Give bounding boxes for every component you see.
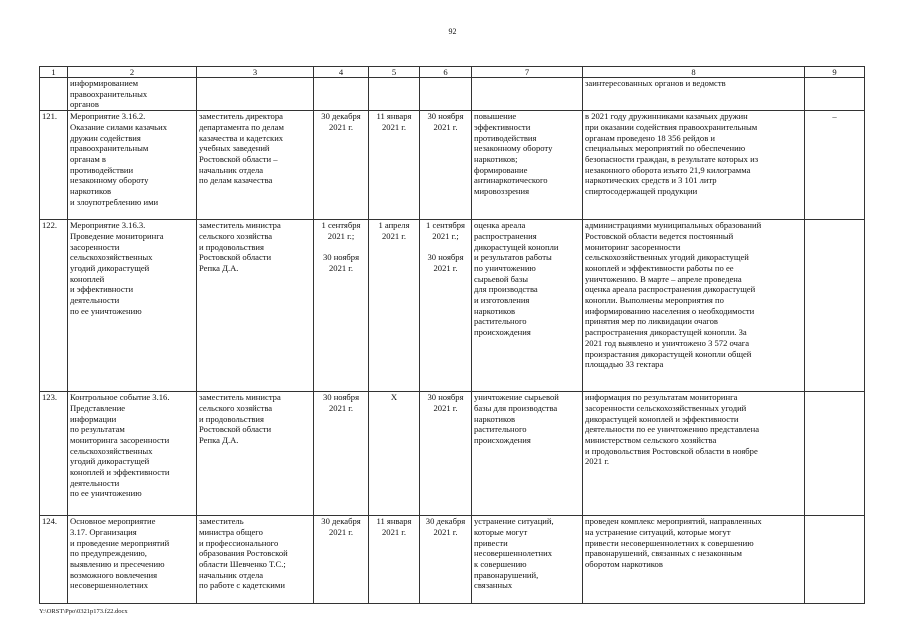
note: –	[805, 111, 865, 220]
start-date: X	[369, 392, 420, 516]
responsible: заместитель министра сельского хозяйства и продовольствия Ростовской области Репка Д.А.	[197, 220, 314, 392]
event-name: Мероприятие 3.16.2. Оказание силами казачьих дружин содействия правоохранительным органам в противодействии незаконному обороту наркотиков и злоупотреблению ими	[68, 111, 197, 220]
end-date	[420, 78, 472, 111]
event-name: Основное мероприятие 3.17. Организация и проведение мероприятий по предупреждению, выявлению и пресечению возможного вовлечения несовершеннолетних	[68, 516, 197, 604]
actual-result: проведен комплекс мероприятий, направленных на устранение ситуаций, которые могут привести несовершеннолетних к совершению правонарушений, связанных с незаконным оборотом наркотиков	[583, 516, 805, 604]
note	[805, 220, 865, 392]
actual-result: в 2021 году дружинниками казачьих дружин при оказании содействия правоохранительным органам проведено 18 356 рейдов и специальных мероприятий по обеспечению безопасности граждан, в результате которых из незаконного оборота изъято 21,9 килограмма наркотических средств и 3 101 литр спиртосодержащей продукции	[583, 111, 805, 220]
note	[805, 78, 865, 111]
row-number	[40, 78, 68, 111]
expected-result: уничтожение сырьевой базы для производства наркотиков растительного происхождения	[472, 392, 583, 516]
responsible: заместитель министра сельского хозяйства и продовольствия Ростовской области Репка Д.А.	[197, 392, 314, 516]
report-table	[39, 66, 865, 604]
start-date: 11 января 2021 г.	[369, 516, 420, 604]
plan-date: 1 сентября 2021 г.; 30 ноября 2021 г.	[314, 220, 369, 392]
note	[805, 392, 865, 516]
table-row	[40, 220, 865, 392]
row-number: 122.	[40, 220, 68, 392]
expected-result	[472, 78, 583, 111]
file-path-footer: Y:\ORST\Ppo\0321p173.f22.docx	[39, 608, 128, 615]
table-row	[40, 516, 865, 604]
start-date: 11 января 2021 г.	[369, 111, 420, 220]
header-cell: 3	[197, 67, 314, 78]
plan-date: 30 декабря 2021 г.	[314, 516, 369, 604]
header-cell: 9	[805, 67, 865, 78]
start-date: 1 апреля 2021 г.	[369, 220, 420, 392]
row-number: 124.	[40, 516, 68, 604]
table-row	[40, 78, 865, 111]
responsible: заместитель директора департамента по делам казачества и кадетских учебных заведений Ростовской области – начальник отдела по делам казачества	[197, 111, 314, 220]
responsible	[197, 78, 314, 111]
header-row	[40, 67, 865, 78]
header-cell: 2	[68, 67, 197, 78]
header-cell: 4	[314, 67, 369, 78]
end-date: 1 сентября 2021 г.; 30 ноября 2021 г.	[420, 220, 472, 392]
note	[805, 516, 865, 604]
table-row	[40, 392, 865, 516]
actual-result: администрациями муниципальных образований Ростовской области ведется постоянный мониторинг засоренности сельскохозяйственных угодий дикорастущей коноплей и эффективности работы по ее уничтожению. В марте – апреле проведена оценка ареала распространения дикорастущей конопли. Выполнены мероприятия по информированию населения о необходимости принятия мер по ликвидации очагов распространения дикорастущей конопли. За 2021 год выявлено и уничтожено 3 572 очага произрастания дикорастущей конопли общей площадью 33 гектара	[583, 220, 805, 392]
plan-date: 30 ноября 2021 г.	[314, 392, 369, 516]
end-date: 30 декабря 2021 г.	[420, 516, 472, 604]
row-number: 121.	[40, 111, 68, 220]
row-number: 123.	[40, 392, 68, 516]
header-cell: 1	[40, 67, 68, 78]
start-date	[369, 78, 420, 111]
table-row	[40, 111, 865, 220]
header-cell: 7	[472, 67, 583, 78]
expected-result: оценка ареала распространения дикорастущей конопли и результатов работы по уничтожению сырьевой базы для производства и изготовления наркотиков растительного происхождения	[472, 220, 583, 392]
event-name: Контрольное событие 3.16. Представление информации по результатам мониторинга засоренности сельскохозяйственных угодий дикорастущей коноплей и эффективности деятельности по ее уничтожению	[68, 392, 197, 516]
actual-result: заинтересованных органов и ведомств	[583, 78, 805, 111]
header-cell: 8	[583, 67, 805, 78]
header-cell: 6	[420, 67, 472, 78]
event-name: Мероприятие 3.16.3. Проведение мониторинга засоренности сельскохозяйственных угодий дикорастущей коноплей и эффективности деятельности по ее уничтожению	[68, 220, 197, 392]
plan-date: 30 декабря 2021 г.	[314, 111, 369, 220]
end-date: 30 ноября 2021 г.	[420, 111, 472, 220]
expected-result: повышение эффективности противодействия незаконному обороту наркотиков; формирование антинаркотического мировоззрения	[472, 111, 583, 220]
plan-date	[314, 78, 369, 111]
end-date: 30 ноября 2021 г.	[420, 392, 472, 516]
event-name: информированием правоохранительных органов	[68, 78, 197, 111]
actual-result: информация по результатам мониторинга засоренности сельскохозяйственных угодий дикорастущей коноплей и эффективности деятельности по ее уничтожению представлена министерством сельского хозяйства и продовольствия Ростовской области в ноябре 2021 г.	[583, 392, 805, 516]
header-cell: 5	[369, 67, 420, 78]
page-number: 92	[448, 27, 457, 36]
responsible: заместитель министра общего и профессионального образования Ростовской области Шевченко Т.С.; начальник отдела по работе с кадетскими	[197, 516, 314, 604]
expected-result: устранение ситуаций, которые могут привести несовершеннолетних к совершению правонарушений, связанных	[472, 516, 583, 604]
